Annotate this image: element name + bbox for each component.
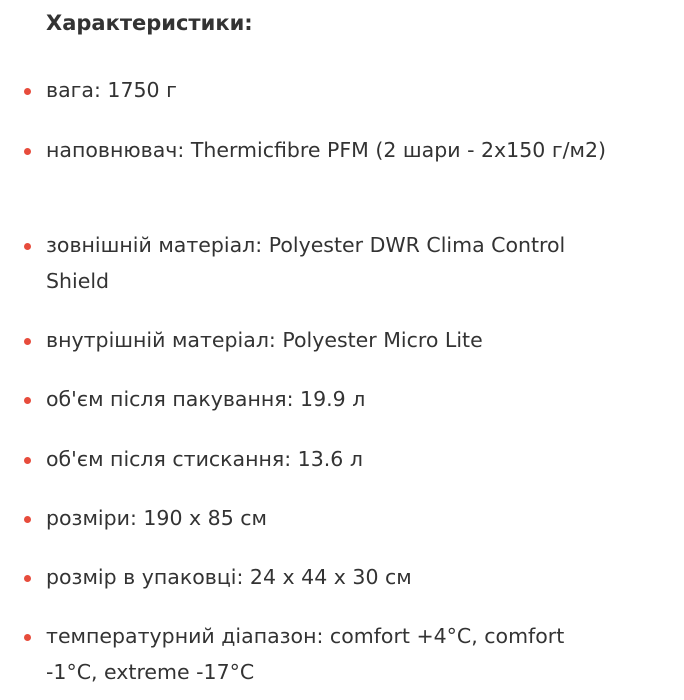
spec-text: розміри: 190 х 85 см [46,506,268,530]
bullet-dot-icon [24,575,31,582]
bullet-dot-icon [24,457,31,464]
spec-text: вага: 1750 г [46,78,177,102]
specs-heading: Характеристики: [46,11,253,35]
bullet-dot-icon [24,243,31,250]
spec-text: внутрішній матеріал: Polyester Micro Lite [46,328,483,352]
bullet-dot-icon [24,634,31,641]
spec-text: зовнішній матеріал: Polyester DWR Clima Control Shield [46,233,566,293]
bullet-dot-icon [24,148,31,155]
bullet-dot-icon [24,516,31,523]
bullet-dot-icon [24,88,31,95]
spec-text: об'єм після стискання: 13.6 л [46,447,363,471]
spec-text: розмір в упаковці: 24 х 44 х 30 см [46,565,412,589]
spec-text: наповнювач: Thermicfibre PFM (2 шари - 2х150 г/м2) [46,138,606,162]
bullet-dot-icon [24,397,31,404]
spec-text: об'єм після пакування: 19.9 л [46,387,366,411]
spec-text: температурний діапазон: comfort +4°C, comfort -1°C, extreme -17°C [46,624,565,684]
bullet-dot-icon [24,338,31,345]
